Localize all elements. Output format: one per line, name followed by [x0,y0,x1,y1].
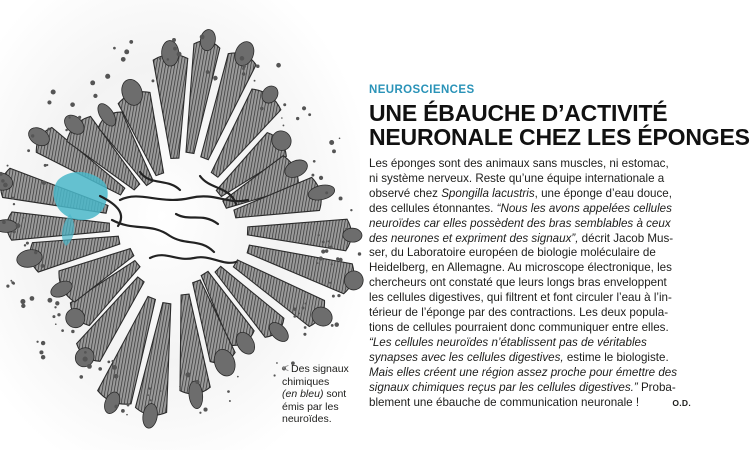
particle [121,57,126,62]
particle [30,296,35,301]
figure-caption [282,362,362,426]
particle [242,67,245,70]
particle [12,230,16,234]
caption-line: Des signaux [291,363,349,375]
particle [302,106,306,110]
particle [319,176,323,180]
particle [195,380,199,384]
particle [105,74,110,79]
particle [6,285,9,288]
particle [41,355,45,359]
particle [206,70,210,74]
caption-line: neuroïdes. [282,413,332,425]
particle [329,246,333,250]
particle [242,72,245,75]
quote: synapses avec les cellules digestives, [369,350,564,364]
particle [293,307,296,310]
particle [321,249,325,253]
body-line: tions de cellules pourraient donc communiquer entre elles. [369,320,669,334]
particle [83,357,88,362]
title-line: UNE ÉBAUCHE D’ACTIVITÉ [369,100,668,126]
particle [281,117,283,119]
particle [159,58,161,60]
author-signature: O.D. [672,397,691,408]
caption-line: sont [323,388,347,400]
caption-line: émis par les [282,400,339,413]
particle [338,258,342,262]
particle [79,375,83,379]
particle [149,387,151,389]
particle [114,374,119,379]
particle [227,390,230,393]
article-body [369,157,691,410]
particle [240,56,245,61]
particle [3,183,8,188]
particle [90,80,95,85]
particle [256,65,259,68]
particle [10,280,12,282]
particle [87,364,92,369]
quote: signaux chimiques reçus par les cellules digestives.” [369,380,638,394]
body-line: des neurones et expriment des signaux”, décrit Jacob Mus- [369,231,674,245]
particle [305,302,307,304]
particle [276,63,281,68]
particle [39,350,43,354]
body-line: chercheurs ont constaté que leurs longs bras enveloppent [369,276,667,290]
particle [276,362,278,364]
particle [203,408,207,412]
particle [311,174,314,177]
particle [322,241,325,244]
particle [303,333,306,336]
body-line: Mais elles créent une région assez proche pour émettre des [369,365,678,379]
particle [260,107,264,111]
particle [52,315,55,318]
particle [24,244,26,246]
particle [26,242,29,245]
particle [54,306,56,308]
particle [21,304,25,308]
particle [65,129,68,132]
particle [325,191,328,194]
particle [61,329,64,332]
particle [199,412,201,414]
particle [177,52,182,57]
particle [98,367,102,371]
species-name: Spongilla lacustris [441,186,535,200]
particle [114,405,118,409]
particle [107,361,110,364]
particle [302,306,305,309]
body-line: signaux chimiques reçus par les cellules digestives.” Proba- [369,380,676,394]
quote: “Nous les avons appelées cellules [496,201,672,215]
particle [70,102,75,107]
body-line: observé chez Spongilla lacustris, une éponge d’eau douce, [369,186,672,200]
particle [273,374,275,376]
particle [298,313,300,315]
particle [332,149,336,153]
particle [167,58,170,61]
particle [337,294,340,297]
body-line: térieur de l’éponge par des contractions. Les deux popula- [369,306,669,320]
particle [331,263,333,265]
caption-line: chimiques [282,375,330,388]
body-line: des cellules étonnantes. “Nous les avons appelées cellules [369,201,672,215]
particle [47,298,52,303]
particle [173,47,177,51]
particle [200,35,205,40]
particle [159,390,161,392]
particle [16,223,21,228]
particle [93,94,97,98]
particle [13,203,15,205]
particle [112,365,117,370]
particle [41,341,45,345]
particle [242,64,246,68]
cell-body [343,228,363,243]
particle [1,179,5,183]
particle [185,372,190,377]
particle [31,134,34,137]
particle [11,197,14,200]
body-line: neuroïdes car elles possèdent des bras semblables à ceux [369,216,671,230]
particle [55,301,59,305]
particle [172,38,176,42]
particle [44,164,47,167]
particle [47,128,50,131]
particle [329,140,334,145]
particle [325,249,329,253]
quote: des neurones et expriment des signaux”, [369,231,579,245]
particle [254,80,256,82]
caption-emphasis: (en bleu) [282,388,324,400]
particle [213,76,217,80]
particle [358,252,361,255]
particle [308,113,311,116]
particle [42,181,46,185]
title-line: NEURONALE CHEZ LES ÉPONGES [369,124,750,150]
particle [127,404,130,407]
caption-arrow-icon: < [282,361,290,375]
particle [51,89,56,94]
particle [296,117,299,120]
particle [55,323,57,325]
particle [84,351,87,354]
particle [332,295,335,298]
particle [350,209,352,211]
particle [318,234,320,236]
particle [229,400,231,402]
particle [147,394,149,396]
particle [304,326,307,329]
body-line: synapses avec les cellules digestives, estime le biologiste. [369,350,669,364]
particle [2,220,6,224]
particle [339,196,343,200]
particle [7,165,9,167]
particle [150,399,152,401]
particle [151,79,154,82]
particle [129,40,133,44]
particle [179,386,181,388]
body-line: ni système nerveux. Reste qu’une équipe internationale a [369,171,665,185]
particle [283,103,286,106]
section-rubric: NEUROSCIENCES [369,84,475,96]
particle [34,251,37,254]
particle [12,282,15,285]
particle [283,125,285,127]
particle [126,414,128,416]
particle [293,315,296,318]
particle [319,256,323,260]
article-title [369,100,750,150]
particle [68,116,70,118]
particle [57,313,60,316]
particle [237,376,239,378]
particle [327,240,329,242]
article [369,84,750,410]
body-line: blement une ébauche de communication neuronale ! O.D. [369,395,691,409]
particle [121,409,125,413]
body-line: Heidelberg, en Allemagne. Au microscope électronique, les [369,261,672,275]
particle [36,341,38,343]
particle [27,149,30,152]
particle [345,228,347,230]
particle [47,100,51,104]
particle [329,282,331,284]
particle [339,137,341,139]
particle [78,116,81,119]
particle [71,330,74,333]
particle [23,217,25,219]
body-line: Les éponges sont des animaux sans muscles, ni estomac, [369,157,669,170]
particle [41,264,45,268]
particle [317,262,319,264]
body-line: les cellules digestives, qui filtrent et font circuler l’eau à l’in- [369,291,672,305]
particle [334,322,338,326]
particle [331,324,334,327]
particle [112,360,115,363]
body-line: ser, du Laboratoire européen de biologie moléculaire de [369,246,656,260]
body-line: “Les cellules neuroïdes n’établissent pas de véritables [369,335,647,349]
particle [124,49,129,54]
particle [113,47,116,50]
particle [313,160,316,163]
particle [20,299,25,304]
